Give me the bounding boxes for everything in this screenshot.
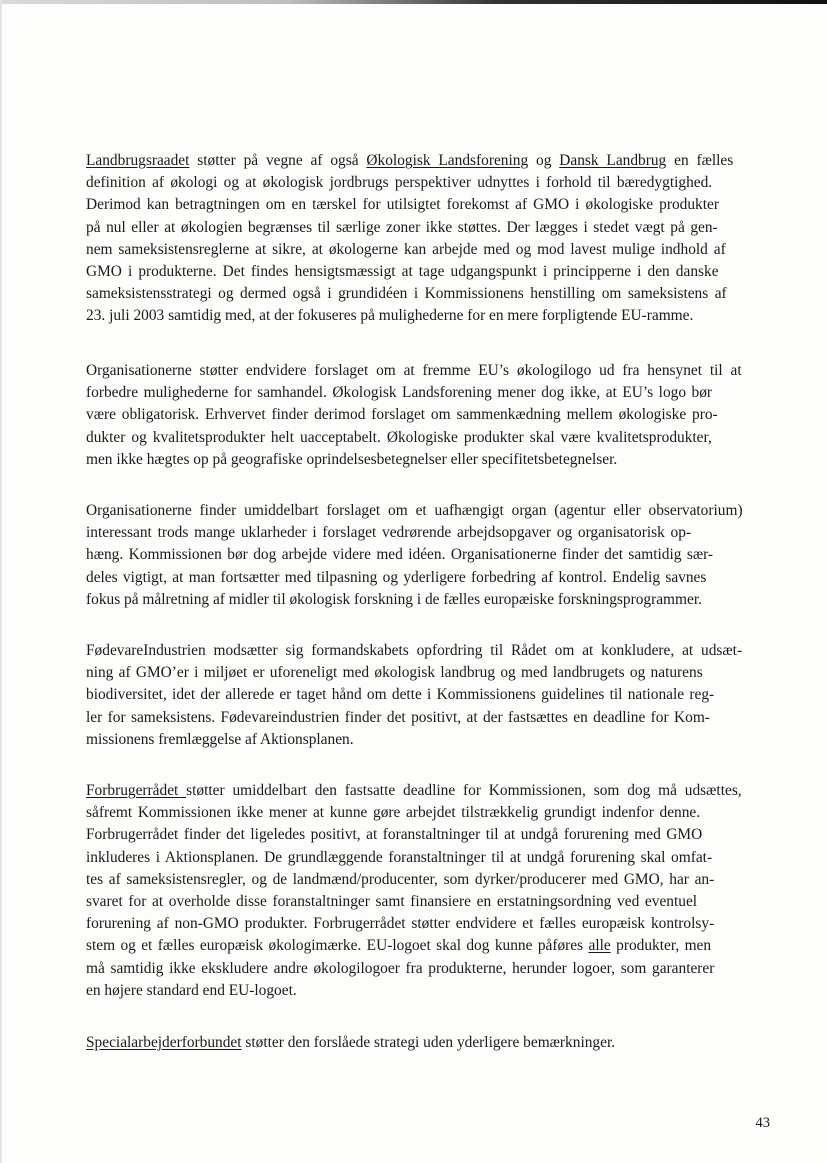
underlined-organisation-name: Forbrugerrådet bbox=[86, 782, 187, 799]
paragraph-4 bbox=[86, 640, 742, 751]
text-segment: interessant trods mange uklarheder i forslaget vedrørende arbejdsopgaver og organisatorisk op- bbox=[86, 524, 692, 542]
text-segment: svaret for at overholde disse foranstaltninger samt finansiere en erstatningsordning ved eventuel bbox=[86, 893, 698, 911]
text-line bbox=[86, 360, 742, 382]
text-segment: på nul eller at økologien begrænses til særlige zoner ikke støttes. Der lægges i stedet vægt på gen- bbox=[86, 218, 718, 236]
text-line bbox=[86, 500, 743, 522]
text-segment: såfremt Kommissionen ikke mener at kunne gøre arbejdet tilstrækkelig grundigt indenfor denne. bbox=[86, 804, 701, 822]
underlined-organisation-name: Landbrugsraadet bbox=[86, 152, 190, 169]
text-segment: Organisationerne støtter endvidere forslaget om at fremme EU’s økologilogo ud fra hensynet til at bbox=[86, 362, 742, 379]
text-segment: støtter umiddelbart den fastsatte deadline for Kommissionen, som dog må udsættes, bbox=[186, 782, 742, 799]
text-line bbox=[86, 404, 742, 426]
text-line bbox=[86, 802, 742, 824]
text-line bbox=[86, 172, 733, 194]
text-segment: stem og et fælles europæisk økologimærke. EU-logoet skal dog kunne påføres bbox=[86, 937, 589, 955]
underlined-organisation-name: Dansk Landbrug bbox=[559, 152, 667, 169]
underlined-organisation-name: alle bbox=[588, 937, 611, 955]
text-segment: men ikke hægtes op på geografiske oprindelsesbetegnelser eller specifitetsbetegnelser. bbox=[86, 450, 618, 468]
scan-edge-top bbox=[0, 0, 827, 4]
text-segment: ler for sameksistens. Fødevareindustrien finder det positivt, at der fastsættes en deadline for Kom- bbox=[86, 708, 710, 726]
text-segment: en højere standard end EU-logoet. bbox=[86, 981, 297, 999]
text-line bbox=[86, 935, 742, 957]
text-segment: forbedre mulighederne for samhandel. Økologisk Landsforening mener dog ikke, at EU’s logo bør bbox=[86, 384, 713, 402]
text-segment: FødevareIndustrien modsætter sig formandskabets opfordring til Rådet om at konkludere, at udsæt- bbox=[86, 642, 743, 659]
text-line bbox=[86, 217, 733, 239]
text-segment: definition af økologi og at økologisk jordbrugs perspektiver udnyttes i forhold til bæredygtighed. bbox=[86, 174, 713, 192]
text-segment: være obligatorisk. Erhvervet finder derimod forslaget om sammenkædning mellem økologiske pro- bbox=[86, 406, 718, 424]
text-line bbox=[86, 544, 743, 566]
underlined-organisation-name: Økologisk Landsforening bbox=[366, 152, 529, 169]
text-line bbox=[86, 980, 742, 1002]
text-line bbox=[86, 239, 733, 261]
text-line bbox=[86, 449, 742, 471]
text-segment: inkluderes i Aktionsplanen. De grundlæggende foranstaltninger til at undgå forurening skal omfat- bbox=[86, 848, 713, 866]
text-line bbox=[86, 891, 742, 913]
text-line bbox=[86, 869, 742, 891]
text-segment: fokus på målretning af midler til økologisk forskning i de fælles europæiske forskningsprogrammer. bbox=[86, 590, 702, 608]
text-segment: produkter, men bbox=[610, 937, 712, 955]
text-segment: tes af sameksistensregler, og de landmænd/producenter, som dyrker/producerer med GMO, har an- bbox=[86, 870, 715, 888]
text-segment: missionens fremlæggelse af Aktionsplanen. bbox=[86, 730, 354, 748]
text-line bbox=[86, 707, 742, 729]
text-segment: deles vigtigt, at man fortsætter med tilpasning og yderligere forbedring af kontrol. Endelig savnes bbox=[86, 568, 707, 586]
text-line bbox=[86, 684, 742, 706]
paragraph-6 bbox=[86, 1032, 615, 1054]
text-segment: sameksistensstrategi og dermed også i grundidéen i Kommissionens henstilling om sameksistens af bbox=[86, 285, 727, 303]
text-segment: hæng. Kommissionen bør dog arbejde videre med idéen. Organisationerne finder det samtidig sær- bbox=[86, 546, 714, 564]
text-line bbox=[86, 847, 742, 869]
text-segment: ning af GMO’er i miljøet er uforeneligt med økologisk landbrug og med landbrugets og naturens bbox=[86, 664, 703, 682]
text-segment: Organisationerne finder umiddelbart forslaget om et uafhængigt organ (agentur eller observatorium) bbox=[86, 502, 743, 519]
text-line bbox=[86, 567, 743, 589]
text-segment: støtter på vegne af også bbox=[189, 152, 367, 169]
text-segment: Forbrugerrådet finder det ligeledes positivt, at foranstaltninger til at undgå forurening med GMO bbox=[86, 826, 703, 844]
underlined-organisation-name: Specialarbejderforbundet bbox=[86, 1034, 242, 1051]
text-segment: biodiversitet, idet der allerede er taget hånd om dette i Kommissionens guidelines til nationale reg- bbox=[86, 686, 715, 704]
text-line bbox=[86, 824, 742, 846]
paragraph-2 bbox=[86, 360, 742, 471]
text-line bbox=[86, 729, 742, 751]
text-segment: Derimod kan betragtningen om en tærskel for utilsigtet forekomst af GMO i økologiske produkter bbox=[86, 196, 719, 214]
text-line bbox=[86, 283, 733, 305]
paragraph-5 bbox=[86, 780, 742, 1002]
text-line bbox=[86, 1032, 615, 1054]
text-segment: støtter den forslåede strategi uden yderligere bemærkninger. bbox=[241, 1034, 616, 1051]
text-line bbox=[86, 194, 733, 216]
text-line bbox=[86, 522, 743, 544]
text-line bbox=[86, 589, 743, 611]
paragraph-1 bbox=[86, 150, 733, 328]
text-line bbox=[86, 305, 733, 327]
text-line bbox=[86, 150, 733, 172]
text-segment: må samtidig ikke ekskludere andre økologilogoer fra produkterne, herunder logoer, som garanterer bbox=[86, 959, 715, 977]
paragraph-3 bbox=[86, 500, 743, 611]
scan-edge-left bbox=[0, 0, 2, 1163]
text-line bbox=[86, 958, 742, 980]
text-segment: GMO i produkterne. Det findes hensigtsmæssigt at tage udgangspunkt i principperne i den danske bbox=[86, 263, 719, 281]
page-number: 43 bbox=[755, 1115, 770, 1131]
text-line bbox=[86, 913, 742, 935]
text-segment: en fælles bbox=[666, 152, 734, 169]
text-segment: og bbox=[528, 152, 560, 169]
text-segment: nem sameksistensreglerne at sikre, at økologerne kan arbejde med og mod lavest mulige indhold af bbox=[86, 240, 726, 258]
text-line bbox=[86, 662, 742, 684]
text-segment: forurening af non-GMO produkter. Forbrugerrådet støtter endvidere et fælles europæisk kontrolsy- bbox=[86, 915, 715, 933]
text-segment: 23. juli 2003 samtidig med, at der fokuseres på mulighederne for en mere forpligtende EU-ramme. bbox=[86, 307, 694, 325]
text-line bbox=[86, 780, 742, 802]
text-line bbox=[86, 427, 742, 449]
text-line bbox=[86, 382, 742, 404]
text-line bbox=[86, 261, 733, 283]
text-line bbox=[86, 640, 742, 662]
text-segment: dukter og kvalitetsprodukter helt uacceptabelt. Økologiske produkter skal være kvalitetsprodukter, bbox=[86, 428, 712, 446]
